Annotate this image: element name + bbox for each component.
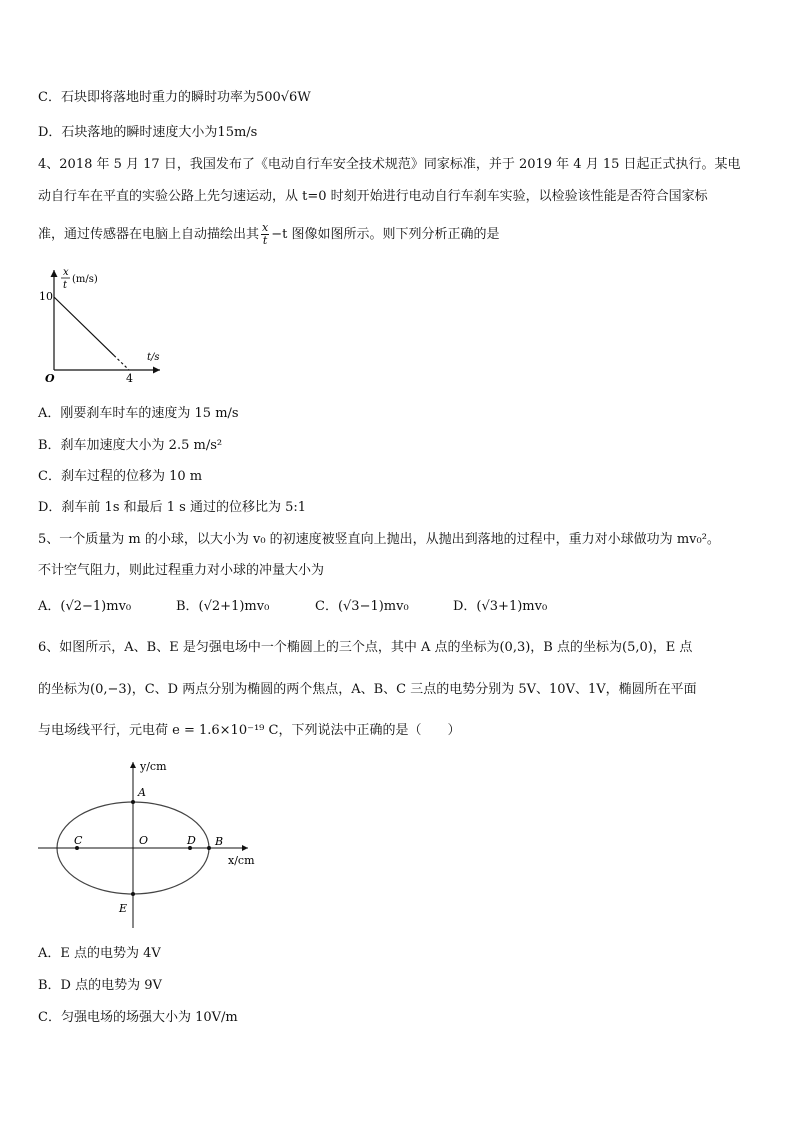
q6-point-e bbox=[131, 892, 135, 896]
q4-xt-graph bbox=[30, 262, 170, 384]
q4-x-axis-label: t/s bbox=[147, 352, 160, 363]
q5-option-c: C．(√3−1)mv₀ bbox=[315, 599, 409, 614]
q4-origin: O bbox=[45, 372, 55, 384]
q4-stem-line3-pre: 准，通过传感器在电脑上自动描绘出其 bbox=[38, 227, 260, 242]
q4-option-d: D．刹车前 1s 和最后 1 s 通过的位移比为 5:1 bbox=[38, 500, 307, 515]
q4-stem-line3 bbox=[38, 222, 499, 247]
q4-y-axis-unit: (m/s) bbox=[72, 274, 98, 285]
q4-option-b: B．刹车加速度大小为 2.5 m/s² bbox=[38, 438, 223, 453]
q4-line-dashed bbox=[114, 355, 129, 370]
q6-label-c: C bbox=[74, 834, 83, 847]
q6-option-c: C．匀强电场的场强大小为 10V/m bbox=[38, 1010, 238, 1025]
q6-label-o: O bbox=[139, 834, 149, 847]
q6-x-axis-label: x/cm bbox=[228, 854, 255, 867]
q6-point-b bbox=[207, 846, 211, 850]
q5-option-b: B．(√2+1)mv₀ bbox=[176, 599, 270, 614]
q6-label-b: B bbox=[215, 835, 224, 848]
q3-option-c: C．石块即将落地时重力的瞬时功率为500√6W bbox=[38, 90, 311, 105]
q5-option-d: D．(√3+1)mv₀ bbox=[453, 599, 548, 614]
q6-label-e: E bbox=[119, 902, 128, 915]
q6-option-a: A．E 点的电势为 4V bbox=[38, 946, 161, 961]
q6-label-a: A bbox=[138, 786, 146, 799]
q4-option-a: A．刚要刹车时车的速度为 15 m/s bbox=[38, 406, 239, 421]
q4-option-c: C．刹车过程的位移为 10 m bbox=[38, 469, 203, 484]
q4-stem-line1: 4、2018 年 5 月 17 日，我国发布了《电动自行车安全技术规范》同家标准，并于 2019 年 4 月 15 日起正式执行。某电 bbox=[38, 157, 741, 172]
q6-stem-line1: 6、如图所示，A、B、E 是匀强电场中一个椭圆上的三个点，其中 A 点的坐标为(0,3)，B 点的坐标为(5,0)，E 点 bbox=[38, 640, 693, 655]
q6-y-axis-label: y/cm bbox=[140, 760, 167, 773]
q6-point-a bbox=[131, 800, 135, 804]
q5-stem-line2: 不计空气阻力，则此过程重力对小球的冲量大小为 bbox=[38, 563, 325, 578]
q4-stem-line2: 动自行车在平直的实验公路上先匀速运动，从 t=0 时刻开始进行电动自行车刹车实验，以检验该性能是否符合国家标 bbox=[38, 189, 708, 204]
q5-option-a: A．(√2−1)mv₀ bbox=[38, 599, 132, 614]
q6-label-d: D bbox=[187, 834, 196, 847]
q6-stem-line3: 与电场线平行，元电荷 e = 1.6×10⁻¹⁹ C，下列说法中正确的是（ ） bbox=[38, 723, 461, 738]
q4-y-tick-10: 10 bbox=[39, 290, 53, 303]
q4-fraction-numerator: x bbox=[262, 221, 269, 234]
q4-y-axis-numerator: x bbox=[63, 267, 69, 278]
q4-x-tick-4: 4 bbox=[126, 372, 133, 384]
q3-option-d: D．石块落地的瞬时速度大小为15m/s bbox=[38, 125, 258, 140]
q6-stem-line2: 的坐标为(0,−3)，C、D 两点分别为椭圆的两个焦点，A、B、C 三点的电势分别为 5V、10V、1V，椭圆所在平面 bbox=[38, 682, 697, 697]
q4-line-solid bbox=[54, 297, 114, 355]
q4-stem-line3-post: −t 图像如图所示。则下列分析正确的是 bbox=[271, 227, 500, 242]
q4-y-axis-denominator: t bbox=[63, 280, 68, 291]
q6-ellipse-diagram bbox=[36, 756, 266, 936]
q5-stem-line1: 5、一个质量为 m 的小球，以大小为 v₀ 的初速度被竖直向上抛出，从抛出到落地的过程中，重力对小球做功为 mv₀²。 bbox=[38, 532, 720, 547]
q4-fraction bbox=[261, 222, 269, 247]
q6-option-b: B．D 点的电势为 9V bbox=[38, 978, 162, 993]
q4-fraction-denominator: t bbox=[262, 234, 268, 247]
